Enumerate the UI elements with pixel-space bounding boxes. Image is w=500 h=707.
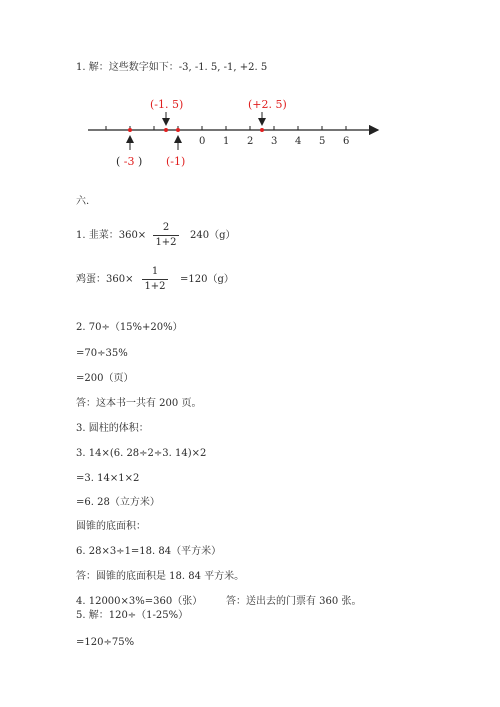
q2-line-3: =200（页） xyxy=(76,373,134,384)
label-pos2-5: (+2. 5) xyxy=(248,98,287,111)
q3-line-1: 3. 圆柱的体积： xyxy=(76,423,149,434)
tick-label-2: 2 xyxy=(247,136,254,147)
tick-label-0: 0 xyxy=(199,136,206,147)
answer-line-1: 1. 解：这些数字如下：-3, -1. 5, -1, +2. 5 xyxy=(76,62,268,73)
q2-line-4: 答：这本书一共有 200 页。 xyxy=(76,398,202,409)
label-neg1-5: (-1. 5) xyxy=(150,98,184,111)
label-neg1: (-1) xyxy=(166,155,186,168)
q2-line-2: =70÷35% xyxy=(76,348,128,359)
point-pos2-5 xyxy=(260,128,264,132)
q4-line-1: 4. 12000×3%=360（张） xyxy=(76,596,203,607)
q3-line-5: 圆锥的底面积： xyxy=(76,521,146,532)
q1-line-a-suffix: 240（g） xyxy=(190,230,236,241)
q1-fraction-b: 1 1+2 xyxy=(142,266,168,293)
q3-line-6: 6. 28×3÷1=18. 84（平方米） xyxy=(76,546,222,557)
q3-line-3: =3. 14×1×2 xyxy=(76,473,140,484)
tick-label-1: 1 xyxy=(223,136,230,147)
q1-fraction-a: 2 1+2 xyxy=(153,222,179,249)
point-neg1-5 xyxy=(164,128,168,132)
label-neg3: ( -3 ) xyxy=(116,155,143,168)
tick-label-5: 5 xyxy=(319,136,326,147)
q3-line-2: 3. 14×(6. 28÷2÷3. 14)×2 xyxy=(76,448,207,459)
q3-line-7: 答：圆锥的底面积是 18. 84 平方米。 xyxy=(76,571,245,582)
q5-line-1: 5. 解：120÷（1-25%） xyxy=(76,610,189,621)
tick-label-3: 3 xyxy=(271,136,278,147)
q4-answer: 答：送出去的门票有 360 张。 xyxy=(226,596,362,607)
point-neg3 xyxy=(128,128,132,132)
q1-line-a-prefix: 1. 韭菜：360× xyxy=(76,230,147,241)
q1-line-b-suffix: =120（g） xyxy=(180,274,234,285)
tick-label-4: 4 xyxy=(295,136,302,147)
section-title: 六. xyxy=(76,196,90,207)
point-neg1 xyxy=(176,128,180,132)
tick-label-6: 6 xyxy=(343,136,350,147)
q1-line-b-prefix: 鸡蛋：360× xyxy=(76,274,134,285)
q2-line-1: 2. 70÷（15%+20%） xyxy=(76,322,183,333)
q3-line-4: =6. 28（立方米） xyxy=(76,497,160,508)
q5-line-2: =120÷75% xyxy=(76,637,135,648)
